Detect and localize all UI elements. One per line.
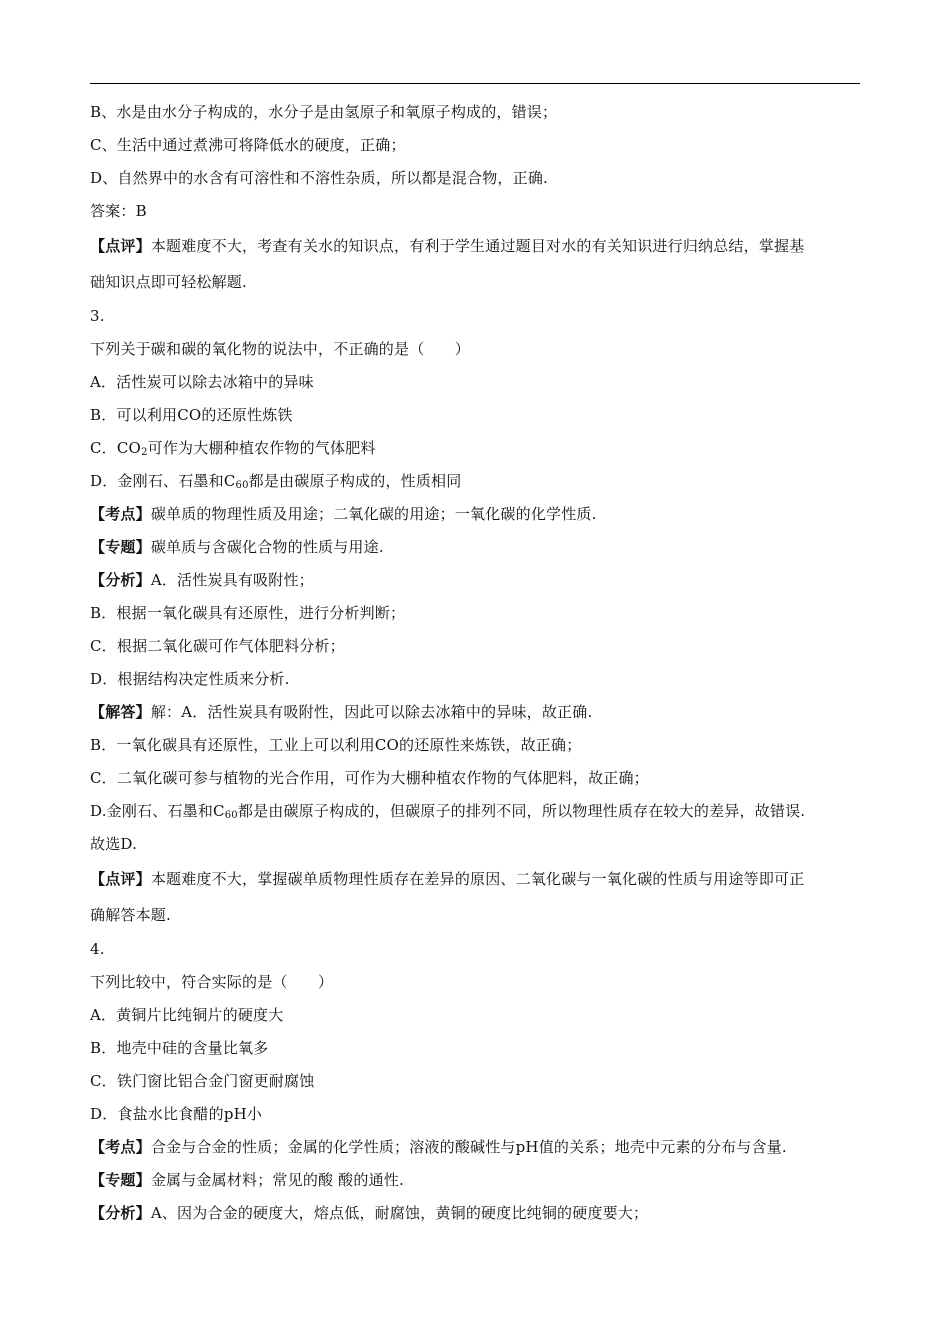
q3-jieda-b: B．一氧化碳具有还原性，工业上可以利用CO的还原性来炼铁，故正确； — [90, 736, 582, 754]
q4-kaodian-text: 合金与合金的性质；金属的化学性质；溶液的酸碱性与pH值的关系；地壳中元素的分布与含量. — [150, 1138, 787, 1156]
q4-number: 4. — [90, 940, 105, 958]
q4-stem: 下列比较中，符合实际的是（ ） — [90, 973, 334, 991]
q3-fenxi-c: C．根据二氧化碳可作气体肥料分析； — [90, 637, 345, 655]
q4-zhuanti — [90, 1164, 860, 1197]
q4-fenxi-a: A、因为合金的硬度大，熔点低，耐腐蚀，黄铜的硬度比纯铜的硬度要大； — [150, 1204, 649, 1222]
q4-zhuanti-text: 金属与金属材料；常见的酸 酸的通性. — [150, 1171, 404, 1189]
q3-option-d — [90, 465, 860, 498]
q4-kaodian-tag: 【考点】 — [90, 1138, 151, 1156]
q3-jieda-a: 解：A．活性炭具有吸附性，因此可以除去冰箱中的异味，故正确. — [150, 703, 593, 721]
q3-number: 3. — [90, 307, 105, 325]
q3-kaodian — [90, 498, 860, 531]
q2-option-d: D、自然界中的水含有可溶性和不溶性杂质，所以都是混合物，正确. — [90, 169, 548, 187]
q4-option-d: D．食盐水比食醋的pH小 — [90, 1105, 263, 1123]
q3-option-c-pre: C．CO — [90, 439, 142, 457]
q3-option-c-post: 可作为大棚种植农作物的气体肥料 — [147, 439, 376, 457]
q2-comment-line-1 — [90, 228, 860, 264]
q2-option-b: B、水是由水分子构成的，水分子是由氢原子和氧原子构成的，错误； — [90, 103, 558, 121]
q3-zhuanti — [90, 531, 860, 564]
q2-comment-tag: 【点评】 — [90, 237, 151, 255]
q4-zhuanti-tag: 【专题】 — [90, 1171, 151, 1189]
q3-comment-tag: 【点评】 — [90, 870, 151, 888]
q3-option-d-post: 都是由碳原子构成的，性质相同 — [248, 472, 462, 490]
q2-answer: 答案：B — [90, 202, 147, 220]
q3-fenxi-tag: 【分析】 — [90, 571, 151, 589]
q3-jieda-d — [90, 795, 860, 828]
q3-choose: 故选D. — [90, 835, 138, 853]
q3-kaodian-text: 碳单质的物理性质及用途；二氧化碳的用途；一氧化碳的化学性质. — [150, 505, 597, 523]
q2-comment-text: 本题难度不大，考查有关水的知识点，有利于学生通过题目对水的有关知识进行归纳总结，掌握基 — [150, 237, 805, 255]
q3-fenxi — [90, 564, 860, 597]
q3-jieda-d-sub: 60 — [224, 810, 238, 821]
q3-zhuanti-text: 碳单质与含碳化合物的性质与用途. — [150, 538, 384, 556]
q3-option-b: B．可以利用CO的还原性炼铁 — [90, 406, 293, 424]
q4-fenxi — [90, 1197, 860, 1230]
q2-comment-line-2: 础知识点即可轻松解题. — [90, 273, 247, 291]
q2-option-c: C、生活中通过煮沸可将降低水的硬度，正确； — [90, 136, 406, 154]
q3-jieda — [90, 696, 860, 729]
q4-option-a: A．黄铜片比纯铜片的硬度大 — [90, 1006, 284, 1024]
q3-fenxi-d: D．根据结构决定性质来分析. — [90, 670, 290, 688]
q4-option-b: B．地壳中硅的含量比氧多 — [90, 1039, 269, 1057]
q3-comment-line-2: 确解答本题. — [90, 906, 171, 924]
q3-option-c-sub: 2 — [141, 447, 148, 458]
q3-stem: 下列关于碳和碳的氧化物的说法中，不正确的是（ ） — [90, 340, 471, 358]
q3-comment-line-1 — [90, 861, 860, 897]
q4-option-c: C．铁门窗比铝合金门窗更耐腐蚀 — [90, 1072, 315, 1090]
q3-fenxi-b: B．根据一氧化碳具有还原性，进行分析判断； — [90, 604, 406, 622]
q3-option-c — [90, 432, 860, 465]
q3-zhuanti-tag: 【专题】 — [90, 538, 151, 556]
q3-comment-text: 本题难度不大，掌握碳单质物理性质存在差异的原因、二氧化碳与一氧化碳的性质与用途等即可正 — [150, 870, 805, 888]
q4-fenxi-tag: 【分析】 — [90, 1204, 151, 1222]
q3-fenxi-a: A．活性炭具有吸附性； — [150, 571, 314, 589]
q3-jieda-tag: 【解答】 — [90, 703, 151, 721]
header-rule — [90, 83, 860, 84]
q3-jieda-d-pre: D.金刚石、石墨和C — [90, 802, 225, 820]
q3-jieda-c: C．二氧化碳可参与植物的光合作用，可作为大棚种植农作物的气体肥料，故正确； — [90, 769, 649, 787]
q3-kaodian-tag: 【考点】 — [90, 505, 151, 523]
page-content — [90, 96, 860, 1230]
q4-kaodian — [90, 1131, 860, 1164]
q3-option-d-sub: 60 — [235, 480, 249, 491]
q3-option-d-pre: D．金刚石、石墨和C — [90, 472, 236, 490]
q3-jieda-d-post: 都是由碳原子构成的，但碳原子的排列不同，所以物理性质存在较大的差异，故错误. — [237, 802, 806, 820]
q3-option-a: A．活性炭可以除去冰箱中的异味 — [90, 373, 314, 391]
